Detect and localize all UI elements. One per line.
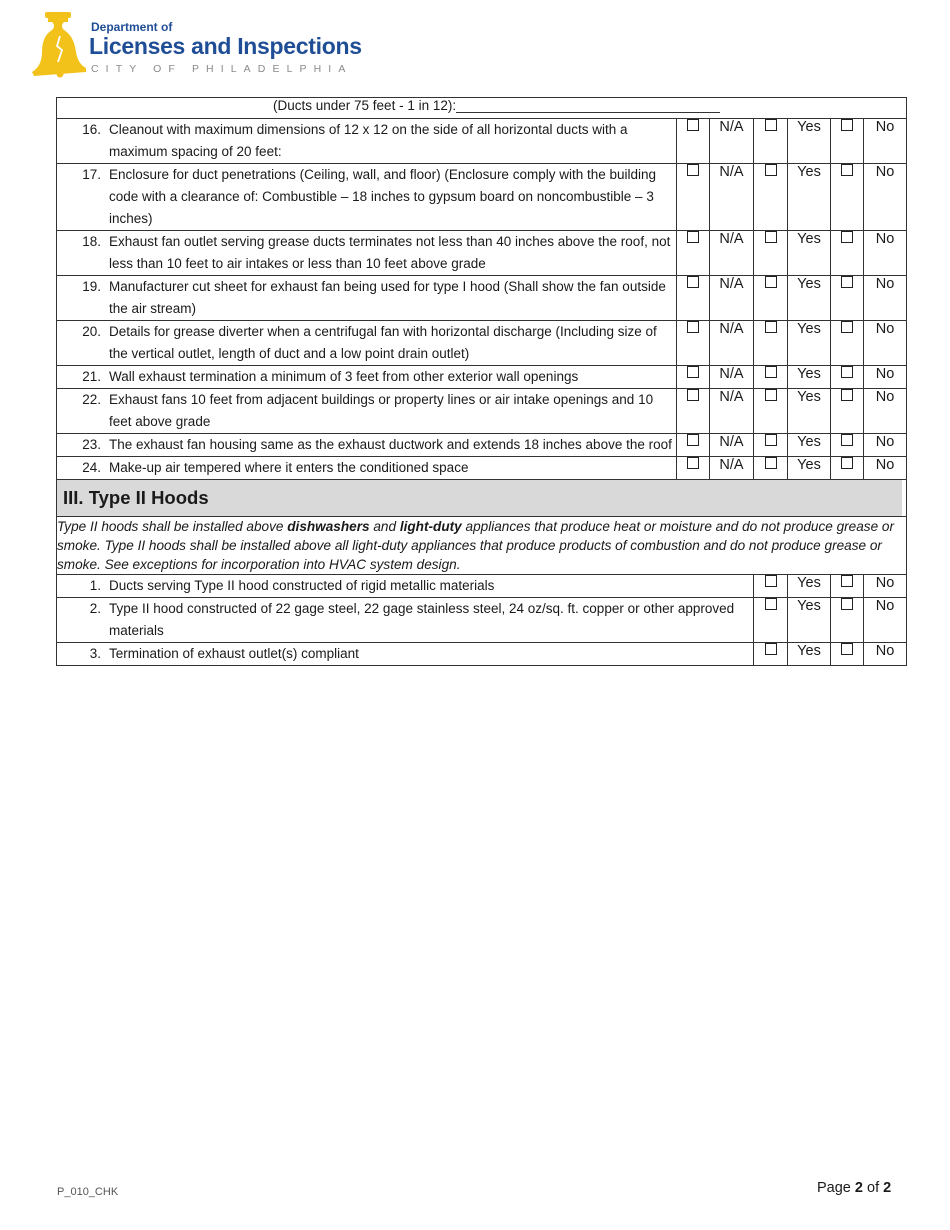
na-label: N/A <box>719 457 744 473</box>
na-label: N/A <box>719 164 744 180</box>
checklist-row <box>57 457 907 480</box>
item-number: 3. <box>89 646 101 661</box>
no-checkbox[interactable] <box>841 321 853 333</box>
yes-checkbox[interactable] <box>765 434 777 446</box>
item-number: 21. <box>82 369 101 384</box>
yes-label-cell <box>788 276 831 321</box>
yes-checkbox[interactable] <box>765 575 777 587</box>
no-checkbox[interactable] <box>841 643 853 655</box>
yes-checkbox[interactable] <box>765 389 777 401</box>
yes-label-cell <box>788 366 831 389</box>
no-label: No <box>875 434 895 450</box>
yes-label-cell <box>788 598 831 643</box>
yes-checkbox[interactable] <box>765 643 777 655</box>
no-checkbox-cell <box>831 643 864 666</box>
yes-label-cell <box>788 575 831 598</box>
yes-checkbox-cell <box>754 643 788 666</box>
yes-label: Yes <box>797 457 821 473</box>
item-text: Exhaust fans 10 feet from adjacent buildings or property lines or air intake openings and 10 feet above grade <box>109 392 654 429</box>
yes-checkbox[interactable] <box>765 457 777 469</box>
yes-checkbox-cell <box>754 366 788 389</box>
no-checkbox[interactable] <box>841 276 853 288</box>
na-label: N/A <box>719 231 744 247</box>
yes-checkbox-cell <box>754 119 788 164</box>
yes-label: Yes <box>797 276 821 292</box>
no-checkbox[interactable] <box>841 389 853 401</box>
item-description <box>57 598 754 643</box>
yes-label-cell <box>788 321 831 366</box>
no-label: No <box>875 231 895 247</box>
item-text: Make-up air tempered where it enters the conditioned space <box>109 460 469 475</box>
yes-label-cell <box>788 164 831 231</box>
item-description <box>57 231 677 276</box>
yes-label-cell <box>788 231 831 276</box>
yes-label: Yes <box>797 119 821 135</box>
item-number: 22. <box>82 392 101 407</box>
no-checkbox-cell <box>831 434 864 457</box>
no-checkbox[interactable] <box>841 164 853 176</box>
na-label-cell <box>710 434 754 457</box>
liberty-bell-logo-icon <box>30 12 90 78</box>
item-description <box>57 434 677 457</box>
na-checkbox-cell <box>677 119 710 164</box>
section-intro <box>57 517 907 575</box>
no-checkbox-cell <box>831 598 864 643</box>
no-checkbox-cell <box>831 575 864 598</box>
item-text: Ducts serving Type II hood constructed of rigid metallic materials <box>109 578 495 593</box>
yes-checkbox[interactable] <box>765 321 777 333</box>
na-label: N/A <box>719 389 744 405</box>
no-checkbox-cell <box>831 457 864 480</box>
dept-name-line1: Department of <box>91 20 173 34</box>
checklist-row <box>57 575 907 598</box>
item-description <box>57 575 754 598</box>
no-label-cell <box>864 643 907 666</box>
checklist-row <box>57 598 907 643</box>
checklist-row <box>57 389 907 434</box>
yes-checkbox-cell <box>754 164 788 231</box>
na-label-cell <box>710 119 754 164</box>
yes-label: Yes <box>797 321 821 337</box>
yes-checkbox-cell <box>754 389 788 434</box>
yes-label: Yes <box>797 598 821 614</box>
na-checkbox-cell <box>677 276 710 321</box>
no-label-cell <box>864 389 907 434</box>
na-checkbox[interactable] <box>687 434 699 446</box>
na-checkbox[interactable] <box>687 164 699 176</box>
na-label: N/A <box>719 434 744 450</box>
ducts-slope-blank[interactable] <box>456 98 720 113</box>
yes-label: Yes <box>797 643 821 659</box>
checklist-row <box>57 434 907 457</box>
yes-label-cell <box>788 457 831 480</box>
na-label: N/A <box>719 119 744 135</box>
yes-label: Yes <box>797 575 821 591</box>
item-text: Manufacturer cut sheet for exhaust fan being used for type I hood (Shall show the fan outside the air stream) <box>109 279 666 316</box>
item-number: 2. <box>89 601 101 616</box>
intro-bold-dishwashers: dishwashers <box>287 519 370 534</box>
no-label-cell <box>864 321 907 366</box>
item-text: Enclosure for duct penetrations (Ceiling, wall, and floor) (Enclosure comply with the building code with a clearance of: Combustible – 18 inches to gypsum board on noncombustible – 3 inches) <box>109 167 657 226</box>
na-label: N/A <box>719 366 744 382</box>
yes-checkbox[interactable] <box>765 164 777 176</box>
intro-bold-light-duty: light-duty <box>399 519 462 534</box>
no-label-cell <box>864 434 907 457</box>
item-description <box>57 276 677 321</box>
na-checkbox[interactable] <box>687 119 699 131</box>
yes-checkbox[interactable] <box>765 119 777 131</box>
no-checkbox-cell <box>831 164 864 231</box>
no-label-cell <box>864 164 907 231</box>
na-label-cell <box>710 276 754 321</box>
checklist-row <box>57 321 907 366</box>
type2-items <box>57 575 907 666</box>
item-description <box>57 119 677 164</box>
yes-checkbox[interactable] <box>765 276 777 288</box>
item-description <box>57 164 677 231</box>
na-label-cell <box>710 457 754 480</box>
section-3 <box>57 480 907 575</box>
page-number: Page 2 of 2 <box>817 1180 892 1196</box>
no-checkbox-cell <box>831 119 864 164</box>
yes-checkbox[interactable] <box>765 231 777 243</box>
yes-label-cell <box>788 119 831 164</box>
item-number: 17. <box>82 167 101 182</box>
no-checkbox-cell <box>831 366 864 389</box>
ducts-slope-label: (Ducts under 75 feet - 1 in 12): <box>273 98 457 113</box>
item-number: 20. <box>82 324 101 339</box>
yes-checkbox-cell <box>754 457 788 480</box>
na-checkbox-cell <box>677 389 710 434</box>
item-number: 1. <box>89 578 101 593</box>
no-label-cell <box>864 575 907 598</box>
yes-label: Yes <box>797 231 821 247</box>
checklist-row <box>57 276 907 321</box>
item-description <box>57 321 677 366</box>
no-label: No <box>875 321 895 337</box>
yes-label: Yes <box>797 389 821 405</box>
no-checkbox-cell <box>831 389 864 434</box>
yes-label-cell <box>788 389 831 434</box>
na-checkbox[interactable] <box>687 276 699 288</box>
item-description <box>57 366 677 389</box>
item-text: The exhaust fan housing same as the exhaust ductwork and extends 18 inches above the roof <box>109 437 672 452</box>
no-label: No <box>875 164 895 180</box>
na-checkbox-cell <box>677 457 710 480</box>
no-label: No <box>875 575 895 591</box>
item-text: Details for grease diverter when a centrifugal fan with horizontal discharge (Including size of the vertical outlet, length of duct and a low point drain outlet) <box>109 324 657 361</box>
item-text: Cleanout with maximum dimensions of 12 x 12 on the side of all horizontal ducts with a maximum spacing of 20 feet: <box>109 122 628 159</box>
item-number: 18. <box>82 234 101 249</box>
na-label-cell <box>710 164 754 231</box>
item-number: 24. <box>82 460 101 475</box>
intro-text: appliances that produce heat or moisture and do not produce grease or smoke. Type II hoods shall be installed above all light-duty appliances that produce products of combustion and do not produce grease or smoke. See exceptions for incorporation into HVAC system design. <box>57 519 895 572</box>
no-checkbox[interactable] <box>841 457 853 469</box>
no-label: No <box>875 643 895 659</box>
yes-label-cell <box>788 643 831 666</box>
item-description <box>57 457 677 480</box>
no-checkbox[interactable] <box>841 366 853 378</box>
item-text: Wall exhaust termination a minimum of 3 feet from other exterior wall openings <box>109 369 579 384</box>
na-label-cell <box>710 231 754 276</box>
yes-checkbox-cell <box>754 321 788 366</box>
checklist-row <box>57 164 907 231</box>
na-checkbox-cell <box>677 321 710 366</box>
yes-checkbox-cell <box>754 276 788 321</box>
no-label-cell <box>864 231 907 276</box>
item-text: Exhaust fan outlet serving grease ducts terminates not less than 40 inches above the roof, not less than 10 feet to air intakes or less than 10 feet above grade <box>109 234 671 271</box>
section-3-header-row <box>57 480 907 517</box>
item-number: 16. <box>82 122 101 137</box>
item-description <box>57 643 754 666</box>
no-label: No <box>875 598 895 614</box>
yes-checkbox-cell <box>754 598 788 643</box>
na-checkbox-cell <box>677 164 710 231</box>
yes-checkbox[interactable] <box>765 366 777 378</box>
yes-label: Yes <box>797 164 821 180</box>
intro-text: Type II hoods shall be installed above <box>57 519 288 534</box>
item-number: 19. <box>82 279 101 294</box>
dept-name-line2: Licenses and Inspections <box>89 33 362 59</box>
na-checkbox[interactable] <box>687 366 699 378</box>
no-label: No <box>875 457 895 473</box>
item-text: Termination of exhaust outlet(s) compliant <box>109 646 359 661</box>
na-checkbox[interactable] <box>687 457 699 469</box>
no-label-cell <box>864 119 907 164</box>
no-label: No <box>875 366 895 382</box>
no-checkbox-cell <box>831 231 864 276</box>
no-checkbox[interactable] <box>841 434 853 446</box>
no-checkbox[interactable] <box>841 119 853 131</box>
checklist-row <box>57 366 907 389</box>
na-label-cell <box>710 321 754 366</box>
yes-label: Yes <box>797 366 821 382</box>
no-checkbox-cell <box>831 321 864 366</box>
type1-items <box>57 98 907 480</box>
no-label: No <box>875 389 895 405</box>
na-checkbox[interactable] <box>687 231 699 243</box>
intro-text: and <box>369 519 400 534</box>
item-text: Type II hood constructed of 22 gage steel, 22 gage stainless steel, 24 oz/sq. ft. copper or other approved materials <box>109 601 735 638</box>
ducts-slope-row <box>57 98 907 119</box>
na-label-cell <box>710 389 754 434</box>
no-label-cell <box>864 276 907 321</box>
no-checkbox[interactable] <box>841 575 853 587</box>
no-checkbox[interactable] <box>841 598 853 610</box>
na-label: N/A <box>719 276 744 292</box>
no-label-cell <box>864 598 907 643</box>
na-checkbox-cell <box>677 231 710 276</box>
na-checkbox-cell <box>677 366 710 389</box>
na-checkbox-cell <box>677 434 710 457</box>
item-number: 23. <box>82 437 101 452</box>
section-title: III. Type II Hoods <box>57 480 902 516</box>
no-label-cell <box>864 366 907 389</box>
item-description <box>57 389 677 434</box>
yes-checkbox-cell <box>754 575 788 598</box>
yes-label-cell <box>788 434 831 457</box>
yes-checkbox[interactable] <box>765 598 777 610</box>
no-checkbox[interactable] <box>841 231 853 243</box>
na-label-cell <box>710 366 754 389</box>
na-label: N/A <box>719 321 744 337</box>
yes-checkbox-cell <box>754 434 788 457</box>
yes-label: Yes <box>797 434 821 450</box>
na-checkbox[interactable] <box>687 321 699 333</box>
form-code: P_010_CHK <box>57 1186 119 1198</box>
page-header <box>30 12 430 78</box>
checklist-row <box>57 231 907 276</box>
no-checkbox-cell <box>831 276 864 321</box>
no-label: No <box>875 119 895 135</box>
section-3-intro-row <box>57 517 907 575</box>
na-checkbox[interactable] <box>687 389 699 401</box>
no-label: No <box>875 276 895 292</box>
no-label-cell <box>864 457 907 480</box>
checklist-row <box>57 119 907 164</box>
yes-checkbox-cell <box>754 231 788 276</box>
checklist-row <box>57 643 907 666</box>
checklist-table <box>56 97 907 666</box>
dept-city-line: CITY OF PHILADELPHIA <box>91 63 353 75</box>
